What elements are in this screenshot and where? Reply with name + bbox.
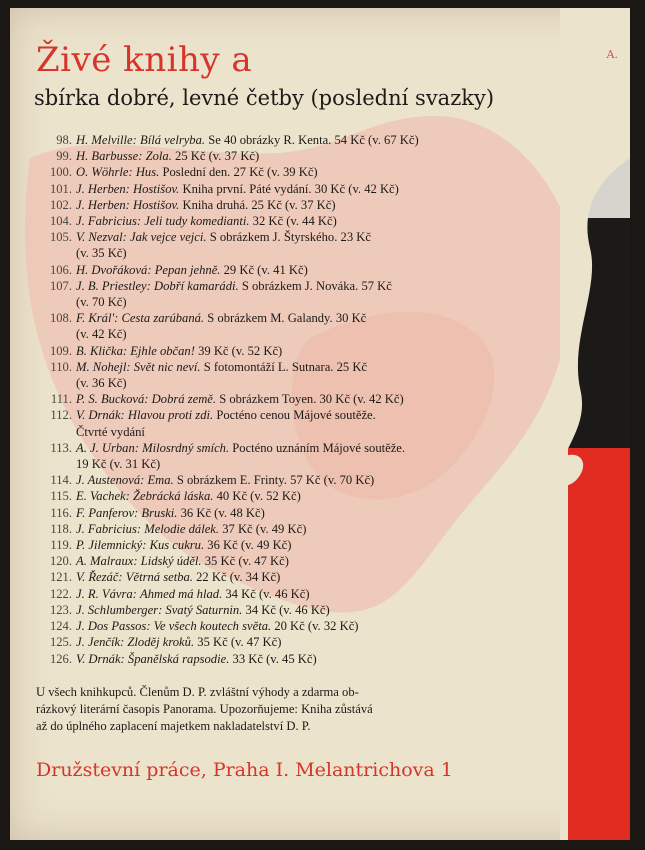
list-item xyxy=(30,278,570,294)
item-details-continued: (v. 70 Kč) xyxy=(76,295,127,310)
page-title: Živé knihy a xyxy=(36,40,253,80)
item-number: 113. xyxy=(50,440,72,455)
item-title: Bruski. xyxy=(141,505,178,520)
item-title: Lidský úděl. xyxy=(140,554,202,569)
list-item xyxy=(30,537,570,553)
list-item xyxy=(30,472,570,488)
item-title: Milosrdný smích. xyxy=(142,440,230,455)
item-text xyxy=(76,553,289,569)
page-subtitle: sbírka dobré, levné četby (poslední svazky) xyxy=(34,86,495,110)
item-author: H. Dvořáková: xyxy=(76,262,152,277)
item-title: Zloděj kroků. xyxy=(127,635,195,650)
item-title: Bílá velryba. xyxy=(140,133,206,147)
right-color-band xyxy=(560,8,630,840)
item-author: J. R. Vávra: xyxy=(76,586,137,601)
item-author: V. Drnák: xyxy=(76,408,125,423)
item-text xyxy=(76,278,392,294)
item-details: Kniha první. Páté vydání. 30 Kč (v. 42 Kč) xyxy=(182,181,399,196)
list-item xyxy=(30,181,570,197)
item-details: 36 Kč (v. 49 Kč) xyxy=(207,538,292,553)
item-text xyxy=(76,634,281,650)
item-title: Jeli tudy komedianti. xyxy=(144,214,250,229)
item-author: H. Melville: xyxy=(76,133,137,147)
item-details: 34 Kč (v. 46 Kč) xyxy=(225,586,310,601)
list-item xyxy=(30,553,570,569)
item-author: F. Panferov: xyxy=(76,505,139,520)
item-number: 126. xyxy=(49,651,72,666)
item-details: Poslední den. 27 Kč (v. 39 Kč) xyxy=(162,165,318,180)
item-number: 122. xyxy=(49,586,72,601)
notice-line: až do úplného zaplacení majetkem nakladatelství D. P. xyxy=(36,719,311,733)
item-number: 110. xyxy=(50,359,72,374)
item-details: 33 Kč (v. 45 Kč) xyxy=(232,651,317,666)
item-details: S obrázkem Toyen. 30 Kč (v. 42 Kč) xyxy=(219,392,404,407)
list-item xyxy=(30,343,570,359)
item-number: 106. xyxy=(49,262,72,277)
list-item xyxy=(30,569,570,585)
item-number: 102. xyxy=(49,197,72,212)
item-details-continued: (v. 36 Kč) xyxy=(76,376,127,391)
item-title: Kus cukru. xyxy=(149,538,205,553)
item-number: 100. xyxy=(49,165,72,180)
item-number: 119. xyxy=(50,538,72,553)
item-title: Svět nic neví. xyxy=(133,359,201,374)
item-text xyxy=(76,164,318,180)
list-item xyxy=(30,197,570,213)
item-title: Dobrá země. xyxy=(151,392,217,407)
list-item xyxy=(30,262,570,278)
item-title: Svatý Saturnin. xyxy=(165,602,243,617)
item-text xyxy=(76,618,358,634)
item-details: 39 Kč (v. 52 Kč) xyxy=(198,343,283,358)
item-details: 25 Kč (v. 37 Kč) xyxy=(175,149,260,164)
item-number: 98. xyxy=(56,133,72,147)
item-number: 109. xyxy=(49,343,72,358)
item-text xyxy=(76,343,282,359)
item-details: 40 Kč (v. 52 Kč) xyxy=(216,489,301,504)
item-details: Se 40 obrázky R. Kenta. 54 Kč (v. 67 Kč) xyxy=(208,133,419,147)
item-number: 121. xyxy=(49,570,72,585)
item-details: S obrázkem E. Frinty. 57 Kč (v. 70 Kč) xyxy=(176,473,375,488)
item-number: 123. xyxy=(49,602,72,617)
item-text xyxy=(76,229,371,245)
item-details: Kniha druhá. 25 Kč (v. 37 Kč) xyxy=(182,197,336,212)
item-title: Jak vejce vejci. xyxy=(130,230,207,245)
list-item xyxy=(30,634,570,650)
item-text xyxy=(76,651,317,667)
list-item xyxy=(30,164,570,180)
item-title: Pepan jehně. xyxy=(154,262,221,277)
item-number: 118. xyxy=(50,521,72,536)
item-details: S obrázkem J. Nováka. 57 Kč xyxy=(241,278,392,293)
publisher-line: Družstevní práce, Praha I. Melantrichova 1 xyxy=(36,759,453,781)
item-details: S obrázkem J. Štyrského. 23 Kč xyxy=(209,230,371,245)
item-text xyxy=(76,197,336,213)
item-number: 124. xyxy=(49,619,72,634)
list-item xyxy=(30,618,570,634)
item-author: V. Řezáč: xyxy=(76,570,123,585)
item-title: Ejhle občan! xyxy=(130,343,195,358)
item-details: S fotomontáží L. Sutnara. 25 Kč xyxy=(203,359,368,374)
item-details: 35 Kč (v. 47 Kč) xyxy=(197,635,282,650)
item-title: Hlavou proti zdi. xyxy=(127,408,214,423)
item-number: 111. xyxy=(50,392,72,407)
item-details-continued: (v. 42 Kč) xyxy=(76,327,127,342)
list-item xyxy=(30,602,570,618)
list-item xyxy=(30,310,570,326)
item-title: Hostišov. xyxy=(133,197,180,212)
list-item xyxy=(30,651,570,667)
item-number: 101. xyxy=(49,181,72,196)
item-title: Dobří kamarádi. xyxy=(154,278,239,293)
item-details: 29 Kč (v. 41 Kč) xyxy=(223,262,308,277)
item-title: Hus. xyxy=(135,165,160,180)
item-text xyxy=(76,440,405,456)
item-author: V. Nezval: xyxy=(76,230,127,245)
list-item xyxy=(30,391,570,407)
list-item xyxy=(30,148,570,164)
item-title: Španělská rapsodie. xyxy=(127,651,230,666)
item-details: 37 Kč (v. 49 Kč) xyxy=(222,521,307,536)
item-author: J. B. Priestley: xyxy=(76,278,151,293)
item-text xyxy=(76,488,301,504)
book-jacket xyxy=(10,8,630,840)
item-details: 35 Kč (v. 47 Kč) xyxy=(204,554,289,569)
item-number: 114. xyxy=(50,473,72,488)
list-item xyxy=(30,132,570,148)
item-title: Hostišov. xyxy=(133,181,180,196)
item-text xyxy=(76,537,291,553)
item-title: Ahmed má hlad. xyxy=(140,586,223,601)
item-number: 104. xyxy=(49,214,72,229)
item-text xyxy=(76,310,366,326)
item-author: H. Barbusse: xyxy=(76,149,143,164)
item-number: 105. xyxy=(49,230,72,245)
item-text xyxy=(76,132,419,148)
notice-line: rázkový literární časopis Panorama. Upozorňujeme: Kniha zůstává xyxy=(36,702,373,716)
item-text xyxy=(76,505,265,521)
item-details: 22 Kč (v. 34 Kč) xyxy=(196,570,281,585)
item-author: J. Fabricius: xyxy=(76,521,142,536)
item-details: Pocténo uznáním Májové soutěže. xyxy=(232,440,406,455)
item-details: 20 Kč (v. 32 Kč) xyxy=(274,619,359,634)
item-author: J. Austenová: xyxy=(76,473,145,488)
item-title: Cesta zarúbaná. xyxy=(121,311,205,326)
item-author: J. Jenčík: xyxy=(76,635,125,650)
item-number: 99. xyxy=(56,149,72,164)
item-details: 34 Kč (v. 46 Kč) xyxy=(245,602,330,617)
item-text xyxy=(76,391,404,407)
notice-line: U všech knihkupců. Členům D. P. zvláštní výhody a zdarma ob- xyxy=(36,685,359,699)
item-number: 112. xyxy=(50,408,72,423)
item-details: 36 Kč (v. 48 Kč) xyxy=(180,505,265,520)
item-number: 107. xyxy=(49,278,72,293)
item-author: J. Herben: xyxy=(76,197,130,212)
item-author: A. Malraux: xyxy=(76,554,138,569)
item-number: 108. xyxy=(49,311,72,326)
item-title: Zola. xyxy=(145,149,172,164)
item-author: J. Dos Passos: xyxy=(76,619,151,634)
corner-fragment: A. xyxy=(606,48,618,61)
item-author: P. S. Bucková: xyxy=(76,392,149,407)
item-text xyxy=(76,148,259,164)
item-author: J. Herben: xyxy=(76,181,130,196)
item-author: O. Wöhrle: xyxy=(76,165,133,180)
item-number: 125. xyxy=(49,635,72,650)
item-author: J. Schlumberger: xyxy=(76,602,163,617)
item-details-continued: (v. 35 Kč) xyxy=(76,246,127,261)
book-list xyxy=(30,132,570,667)
item-text xyxy=(76,586,310,602)
item-author: J. Fabricius: xyxy=(76,214,142,229)
item-author: V. Drnák: xyxy=(76,651,125,666)
list-item xyxy=(30,505,570,521)
item-text xyxy=(76,181,399,197)
item-title: Žebrácká láska. xyxy=(133,489,214,504)
list-item xyxy=(30,488,570,504)
list-item xyxy=(30,213,570,229)
item-details-continued: 19 Kč (v. 31 Kč) xyxy=(76,457,161,472)
item-details: Pocténo cenou Májové soutěže. xyxy=(216,408,376,423)
item-details: 32 Kč (v. 44 Kč) xyxy=(252,214,337,229)
list-item xyxy=(30,440,570,456)
item-text xyxy=(76,569,280,585)
item-author: B. Klička: xyxy=(76,343,128,358)
list-item xyxy=(30,359,570,375)
list-item xyxy=(30,229,570,245)
notice-text xyxy=(36,684,556,735)
item-author: A. J. Urban: xyxy=(76,440,139,455)
item-number: 116. xyxy=(50,505,72,520)
item-number: 120. xyxy=(49,554,72,569)
list-item xyxy=(30,521,570,537)
item-title: Ve všech koutech světa. xyxy=(153,619,272,634)
item-title: Ema. xyxy=(147,473,174,488)
item-author: M. Nohejl: xyxy=(76,359,131,374)
item-title: Větrná setba. xyxy=(125,570,193,585)
item-text xyxy=(76,521,306,537)
list-item xyxy=(30,407,570,423)
item-author: P. Jilemnický: xyxy=(76,538,147,553)
item-text xyxy=(76,213,337,229)
item-details-continued: Čtvrté vydání xyxy=(76,424,145,439)
item-author: E. Vachek: xyxy=(76,489,130,504)
item-text xyxy=(76,472,374,488)
item-text xyxy=(76,602,330,618)
item-author: F. Král': xyxy=(76,311,119,326)
list-item xyxy=(30,586,570,602)
item-number: 115. xyxy=(50,489,72,504)
item-title: Melodie dálek. xyxy=(144,521,220,536)
item-text xyxy=(76,359,367,375)
item-details: S obrázkem M. Galandy. 30 Kč xyxy=(207,311,367,326)
item-text xyxy=(76,262,308,278)
item-text xyxy=(76,407,376,423)
